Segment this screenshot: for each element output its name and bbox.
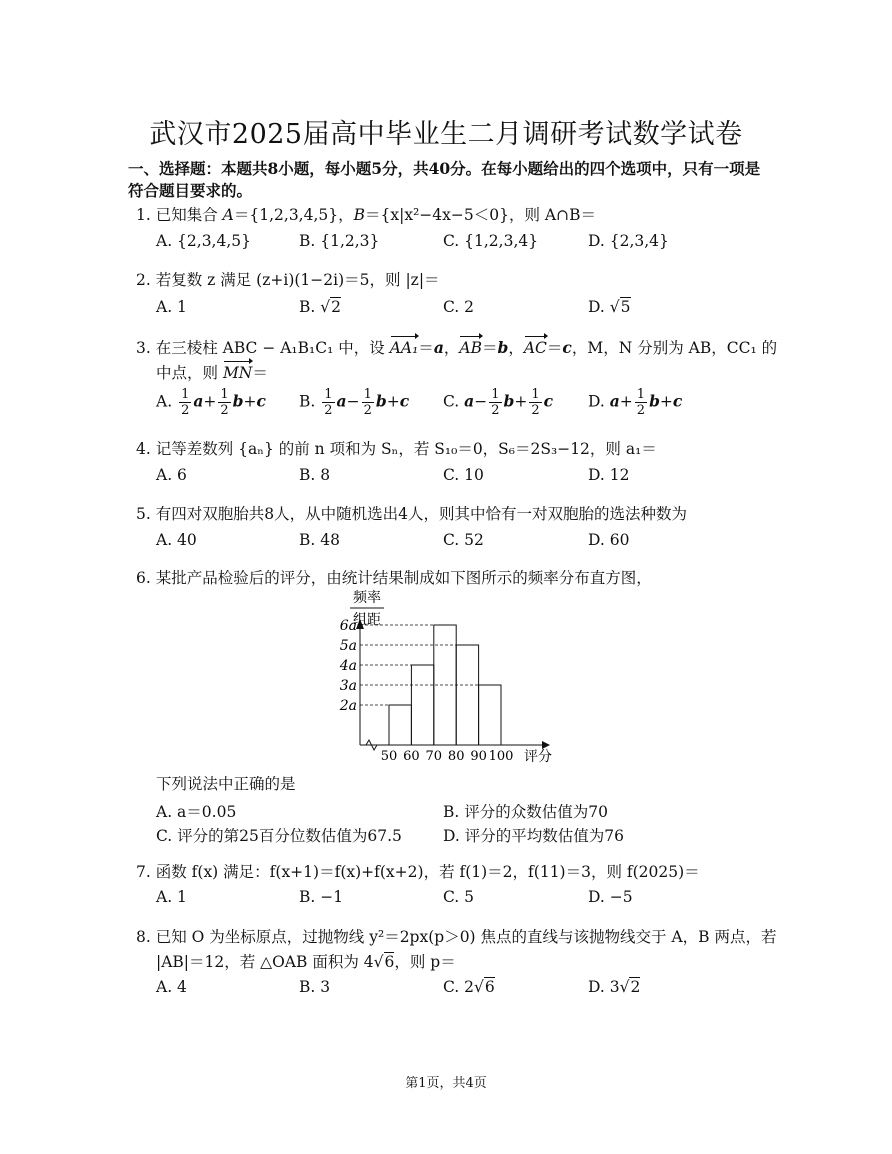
question-stem: 函数 f(x) 满足：f(x+1)＝f(x)+f(x+2)，若 f(1)＝2，f(11)＝3，则 f(2025)＝ bbox=[155, 863, 700, 881]
question-number: 8. bbox=[136, 928, 151, 946]
question-5 bbox=[136, 502, 687, 524]
question-stem: ＝{x|x²−4x−5＜0}，则 A∩B＝ bbox=[365, 206, 596, 224]
fraction: $\frac{1}{2}$ bbox=[363, 387, 372, 418]
question-6-prompt: 下列说法中正确的是 bbox=[156, 775, 296, 793]
option-b: B. 3 bbox=[299, 978, 331, 996]
option-d: D. −5 bbox=[588, 888, 633, 906]
question-number: 4. bbox=[136, 440, 151, 458]
fraction: $\frac{1}{2}$ bbox=[220, 387, 229, 418]
option-a: A. a＝0.05 bbox=[156, 803, 237, 821]
question-7 bbox=[136, 860, 700, 882]
question-stem: ＝{1,2,3,4,5}， bbox=[233, 206, 354, 224]
option-d: D. 60 bbox=[588, 531, 630, 549]
question-number: 7. bbox=[136, 863, 151, 881]
fraction: $\frac{1}{2}$ bbox=[636, 387, 646, 418]
vector-c: c bbox=[562, 338, 572, 357]
sqrt-radicand: 2 bbox=[331, 298, 342, 316]
question-1 bbox=[136, 203, 596, 225]
question-number: 5. bbox=[136, 505, 151, 523]
math-var: A bbox=[222, 206, 234, 224]
vector-ab: AB bbox=[459, 339, 482, 357]
option-a: A. 1 bbox=[156, 888, 187, 906]
option-b: B. 48 bbox=[299, 531, 340, 549]
x-tick-label: 100 bbox=[488, 749, 514, 764]
sqrt-radicand: 6 bbox=[384, 953, 395, 971]
vector-ac: AC bbox=[523, 339, 547, 357]
option-b: B. $\frac{1}{2}$ a− $\frac{1}{2}$ b+c bbox=[299, 387, 410, 418]
option-b: B. {1,2,3} bbox=[299, 232, 380, 250]
x-tick-label: 70 bbox=[425, 749, 443, 764]
fraction: $\frac{1}{2}$ bbox=[531, 387, 540, 418]
question-8-line2: |AB|＝12，若 △OAB 面积为 4√6，则 p＝ bbox=[156, 953, 456, 971]
histogram-chart bbox=[320, 585, 570, 770]
histogram-bar bbox=[479, 685, 501, 745]
question-stem: 某批产品检验后的评分，由统计结果制成如下图所示的频率分布直方图， bbox=[155, 569, 652, 587]
question-stem: 若复数 z 满足 (z+i)(1−2i)＝5，则 |z|＝ bbox=[155, 271, 440, 289]
x-tick-label: 50 bbox=[380, 749, 398, 764]
option-c: C. 2 bbox=[443, 298, 475, 316]
option-c: C. 52 bbox=[443, 531, 484, 549]
histogram-plot bbox=[339, 618, 550, 764]
y-tick-label: 6a bbox=[339, 618, 357, 634]
option-b: B. 8 bbox=[299, 466, 331, 484]
sqrt-radicand: 6 bbox=[484, 978, 495, 996]
option-b: B. −1 bbox=[299, 888, 344, 906]
y-label-top: 频率 bbox=[353, 590, 381, 606]
option-d: D. √5 bbox=[588, 298, 631, 316]
option-a: A. 40 bbox=[156, 531, 197, 549]
section-heading-line2: 符合题目要求的。 bbox=[128, 181, 253, 200]
x-tick-label: 80 bbox=[447, 749, 465, 764]
option-c: C. a− $\frac{1}{2}$ b+ $\frac{1}{2}$ c bbox=[443, 387, 554, 418]
histogram-bar bbox=[389, 705, 411, 745]
option-a: A. 1 bbox=[156, 298, 187, 316]
question-stem: 已知集合 bbox=[155, 206, 223, 224]
question-3-line2: 中点，则 MN＝ bbox=[156, 364, 268, 382]
y-tick-label: 4a bbox=[339, 658, 357, 674]
question-number: 2. bbox=[136, 271, 151, 289]
option-a: A. 4 bbox=[156, 978, 187, 996]
option-d: D. 12 bbox=[588, 466, 630, 484]
sqrt-radicand: 2 bbox=[630, 978, 641, 996]
vector-mn: MN bbox=[222, 364, 253, 382]
x-axis-arrow bbox=[542, 741, 550, 749]
fraction: $\frac{1}{2}$ bbox=[491, 387, 500, 418]
option-d: D. {2,3,4} bbox=[588, 232, 669, 250]
fraction: $\frac{1}{2}$ bbox=[324, 387, 333, 418]
question-stem: 已知 O 为坐标原点，过抛物线 y²＝2px(p＞0) 焦点的直线与该抛物线交于 A，B 两点，若 bbox=[155, 928, 777, 946]
fraction: $\frac{1}{2}$ bbox=[181, 387, 190, 418]
question-stem: 记等差数列 {aₙ} 的前 n 项和为 Sₙ，若 S₁₀＝0，S₆＝2S₃−12，则 a₁＝ bbox=[155, 440, 657, 458]
x-axis-label: 评分 bbox=[524, 749, 552, 765]
option-c: C. {1,2,3,4} bbox=[443, 232, 539, 250]
question-number: 1. bbox=[136, 206, 151, 224]
section-heading-line1: 一、选择题：本题共8小题，每小题5分，共40分。在每小题给出的四个选项中，只有一项是 bbox=[128, 159, 761, 178]
y-tick-label: 5a bbox=[339, 638, 357, 654]
question-stem: 有四对双胞胎共8人，从中随机选出4人，则其中恰有一对双胞胎的选法种数为 bbox=[155, 505, 687, 523]
page-footer: 第1页，共4页 bbox=[405, 1076, 487, 1091]
option-c: C. 10 bbox=[443, 466, 484, 484]
question-number: 6. bbox=[136, 569, 151, 587]
option-a: A. $\frac{1}{2}$ a+ $\frac{1}{2}$ b+c bbox=[156, 387, 266, 418]
option-b: B. 评分的众数估值为70 bbox=[443, 803, 608, 821]
question-number: 3. bbox=[136, 339, 151, 357]
y-tick-label: 2a bbox=[339, 698, 357, 714]
question-stem: ，M，N 分别为 AB，CC₁ 的 bbox=[571, 339, 778, 357]
x-tick-label: 90 bbox=[470, 749, 487, 764]
option-d: D. 评分的平均数估值为76 bbox=[443, 827, 624, 845]
option-a: A. {2,3,4,5} bbox=[156, 232, 251, 250]
option-d: D. 3√2 bbox=[588, 978, 641, 996]
option-b: B. √2 bbox=[299, 298, 342, 316]
option-c: C. 5 bbox=[443, 888, 475, 906]
y-tick-label: 3a bbox=[339, 678, 357, 694]
question-4 bbox=[136, 437, 657, 459]
option-d: D. a+ $\frac{1}{2}$ b+c bbox=[588, 387, 683, 418]
question-2 bbox=[136, 268, 440, 290]
question-3: 3. 在三棱柱 ABC − A₁B₁C₁ 中，设 AA₁＝a，AB＝b，AC＝c，M，N 分别为 AB，CC₁ 的 bbox=[136, 338, 778, 357]
histogram-bar bbox=[411, 665, 433, 745]
page-title: 武汉市2025届高中毕业生二月调研考试数学试卷 bbox=[149, 119, 743, 150]
vector-b: b bbox=[497, 338, 509, 357]
y-label-bottom: 组距 bbox=[353, 612, 381, 628]
vector-aa1: AA₁ bbox=[389, 339, 419, 357]
histogram-bar bbox=[456, 645, 478, 745]
question-stem: 在三棱柱 ABC − A₁B₁C₁ 中，设 bbox=[155, 339, 390, 357]
option-a: A. 6 bbox=[156, 466, 187, 484]
option-c: C. 评分的第25百分位数估值为67.5 bbox=[156, 827, 402, 845]
x-tick-label: 60 bbox=[403, 749, 420, 764]
sqrt-radicand: 5 bbox=[620, 298, 631, 316]
question-8 bbox=[136, 925, 776, 947]
vector-a: a bbox=[433, 338, 444, 357]
option-c: C. 2√6 bbox=[443, 978, 495, 996]
math-var: B bbox=[353, 206, 366, 224]
